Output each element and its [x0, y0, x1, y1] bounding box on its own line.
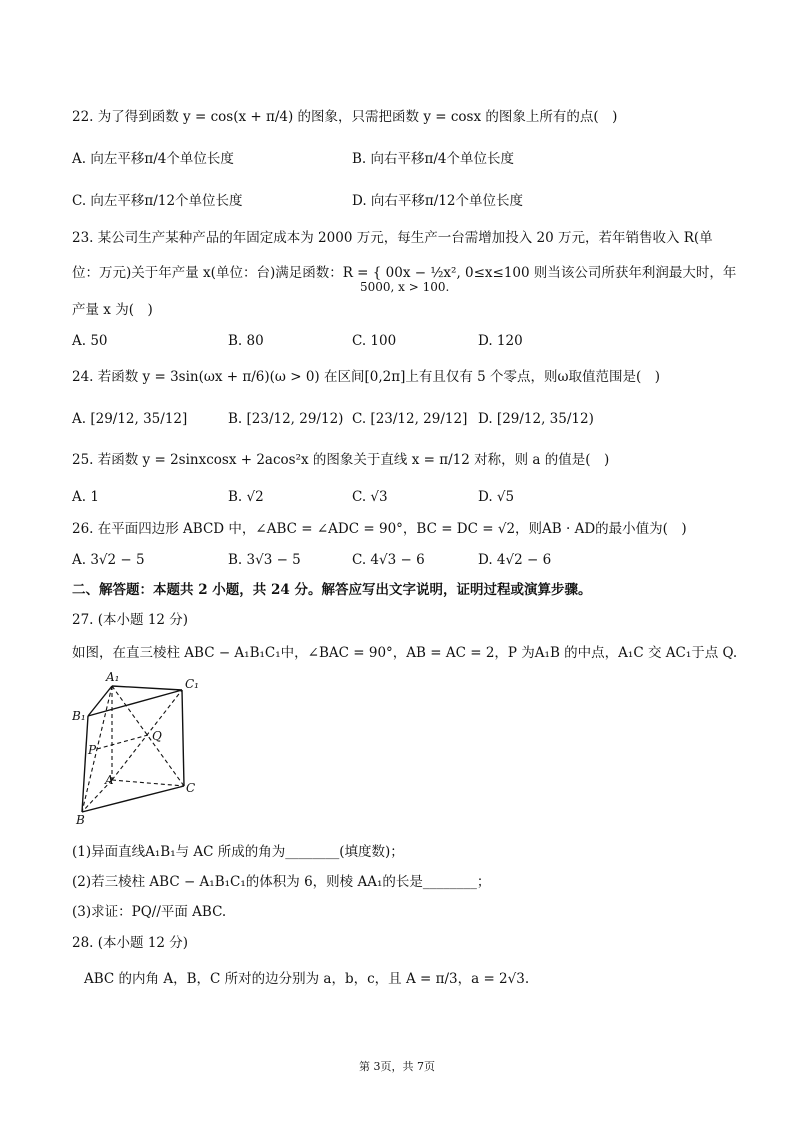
- page-footer: 第 3页，共 7页: [359, 1060, 435, 1073]
- q22-option-a: A. 向左平移π/4个单位长度: [72, 151, 234, 167]
- q25-option-b: B. √2: [228, 489, 264, 505]
- label-b1: B₁: [72, 709, 86, 723]
- q26-stem: 26. 在平面四边形 ABCD 中，∠ABC = ∠ADC = 90°，BC = DC = √2，则AB · AD的最小值为( ): [72, 521, 687, 537]
- edge-a1c1: [112, 686, 182, 690]
- q25-option-c: C. √3: [352, 489, 388, 505]
- q24-stem: 24. 若函数 y = 3sin(ωx + π/6)(ω > 0) 在区间[0,2π]上有且仅有 5 个零点，则ω取值范围是( ): [72, 369, 661, 385]
- q26-option-b: B. 3√3 − 5: [228, 552, 301, 568]
- q27-head: 27. (本小题 12 分): [72, 612, 189, 628]
- q22-option-c: C. 向左平移π/12个单位长度: [72, 193, 243, 209]
- q24-option-b: B. [23/12, 29/12): [228, 411, 344, 427]
- q23-line1: 23. 某公司生产某种产品的年固定成本为 2000 万元，每生产一台需增加投入 20 万元，若年销售收入 R(单: [72, 230, 713, 246]
- label-c1: C₁: [185, 677, 199, 691]
- q27-part1: (1)异面直线A₁B₁与 AC 所成的角为________(填度数)；: [72, 844, 404, 860]
- label-q: Q: [152, 729, 162, 743]
- q26-option-c: C. 4√3 − 6: [352, 552, 425, 568]
- label-a1: A₁: [106, 670, 120, 684]
- q24-option-c: C. [23/12, 29/12]: [352, 411, 468, 427]
- q25-option-a: A. 1: [72, 489, 99, 505]
- q28-head: 28. (本小题 12 分): [72, 935, 189, 951]
- q23-piece2: 5000, x > 100.: [360, 280, 450, 294]
- q25-stem: 25. 若函数 y = 2sinxcosx + 2acos²x 的图象关于直线 x = π/12 对称，则 a 的值是( ): [72, 452, 610, 468]
- label-p: P: [88, 743, 97, 757]
- q27-part2: (2)若三棱柱 ABC − A₁B₁C₁的体积为 6，则棱 AA₁的长是________；: [72, 874, 491, 890]
- prism-figure: [72, 668, 212, 828]
- edge-b1c1: [88, 690, 182, 716]
- q24-option-a: A. [29/12, 35/12]: [72, 411, 188, 427]
- edge-ac: [112, 780, 184, 786]
- q25-option-d: D. √5: [478, 489, 515, 505]
- q23-line3: 产量 x 为( ): [72, 302, 153, 318]
- q22-stem: 22. 为了得到函数 y = cos(x + π/4) 的图象，只需把函数 y = cosx 的图象上所有的点( ): [72, 109, 618, 125]
- q23-option-a: A. 50: [72, 333, 108, 349]
- q23-option-c: C. 100: [352, 333, 397, 349]
- q27-desc: 如图，在直三棱柱 ABC − A₁B₁C₁中，∠BAC = 90°，AB = AC = 2，P 为A₁B 的中点，A₁C 交 AC₁于点 Q.: [72, 645, 738, 661]
- q27-part3: (3)求证：PQ//平面 ABC.: [72, 904, 227, 920]
- q22-option-b: B. 向右平移π/4个单位长度: [352, 151, 515, 167]
- q23-option-d: D. 120: [478, 333, 523, 349]
- edge-bc: [82, 786, 184, 812]
- q23-line2: 位：万元)关于年产量 x(单位：台)满足函数：R = { 00x − ½x², 0≤x≤100 则当该公司所获年利润最大时，年: [72, 265, 737, 281]
- q26-option-a: A. 3√2 − 5: [72, 552, 145, 568]
- q24-option-d: D. [29/12, 35/12): [478, 411, 594, 427]
- q26-option-d: D. 4√2 − 6: [478, 552, 552, 568]
- label-b: B: [76, 813, 85, 827]
- edge-cc1: [182, 690, 184, 786]
- section2-heading: 二、解答题：本题共 2 小题，共 24 分。解答应写出文字说明，证明过程或演算步骤。: [72, 582, 592, 598]
- label-a: A: [105, 773, 114, 787]
- q22-option-d: D. 向右平移π/12个单位长度: [352, 193, 524, 209]
- q28-desc: ABC 的内角 A，B，C 所对的边分别为 a，b，c，且 A = π/3，a = 2√3.: [84, 971, 530, 987]
- edge-pq: [97, 735, 148, 749]
- label-c: C: [186, 781, 196, 795]
- q23-option-b: B. 80: [228, 333, 264, 349]
